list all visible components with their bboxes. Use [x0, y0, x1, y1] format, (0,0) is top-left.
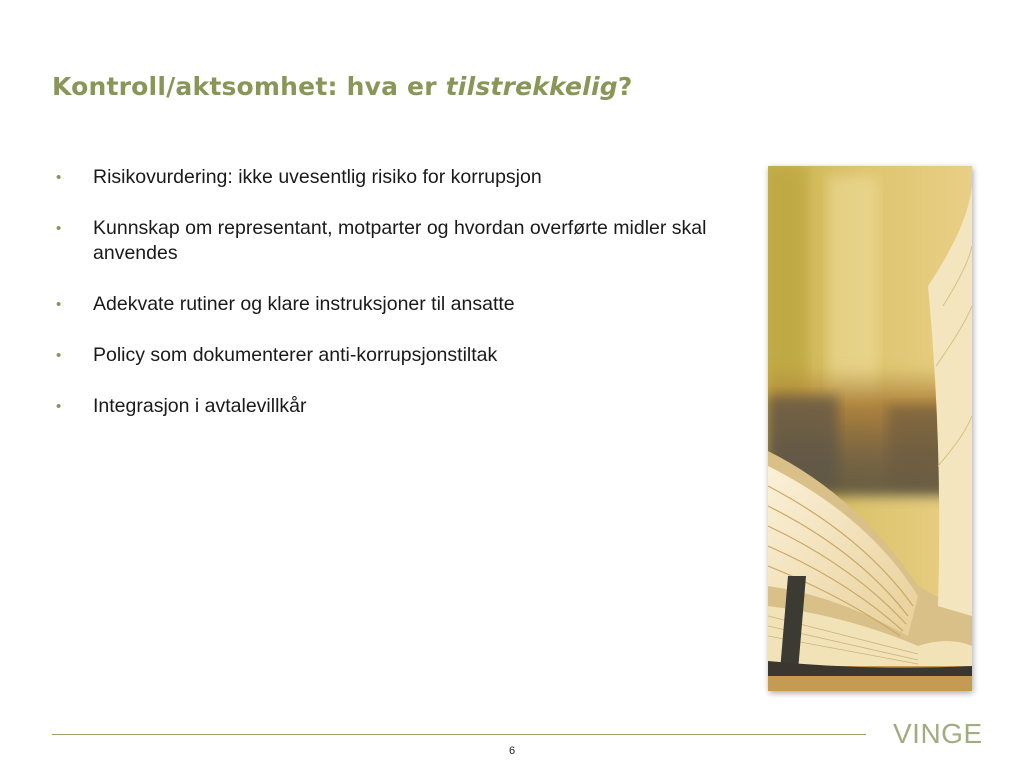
footer-divider	[52, 734, 866, 735]
bullet-dot-icon: •	[56, 347, 62, 364]
bullet-list	[56, 165, 716, 445]
bullet-dot-icon: •	[56, 220, 62, 237]
bullet-item	[56, 165, 716, 190]
bullet-dot-icon: •	[56, 296, 62, 313]
bullet-text: Kunnskap om representant, motparter og hvordan overførte midler skal anvendes	[93, 217, 707, 264]
bullet-text: Adekvate rutiner og klare instruksjoner til ansatte	[93, 293, 515, 315]
bullet-item	[56, 343, 716, 368]
bullet-text: Risikovurdering: ikke uvesentlig risiko for korrupsjon	[93, 166, 542, 188]
open-book-photo	[768, 166, 972, 691]
slide-title	[52, 72, 633, 101]
bullet-text: Policy som dokumenterer anti-korrupsjonstiltak	[93, 344, 498, 366]
title-prefix: Kontroll/aktsomhet: hva er	[52, 72, 446, 101]
bullet-item	[56, 394, 716, 419]
title-suffix: ?	[617, 72, 633, 101]
bullet-dot-icon: •	[56, 169, 62, 186]
title-emphasis: tilstrekkelig	[445, 72, 618, 101]
page-number: 6	[508, 745, 516, 757]
bullet-text: Integrasjon i avtalevillkår	[93, 395, 307, 417]
bullet-item	[56, 292, 716, 317]
bullet-item	[56, 216, 716, 266]
bullet-dot-icon: •	[56, 398, 62, 415]
vinge-logo: VINGE	[893, 718, 983, 749]
